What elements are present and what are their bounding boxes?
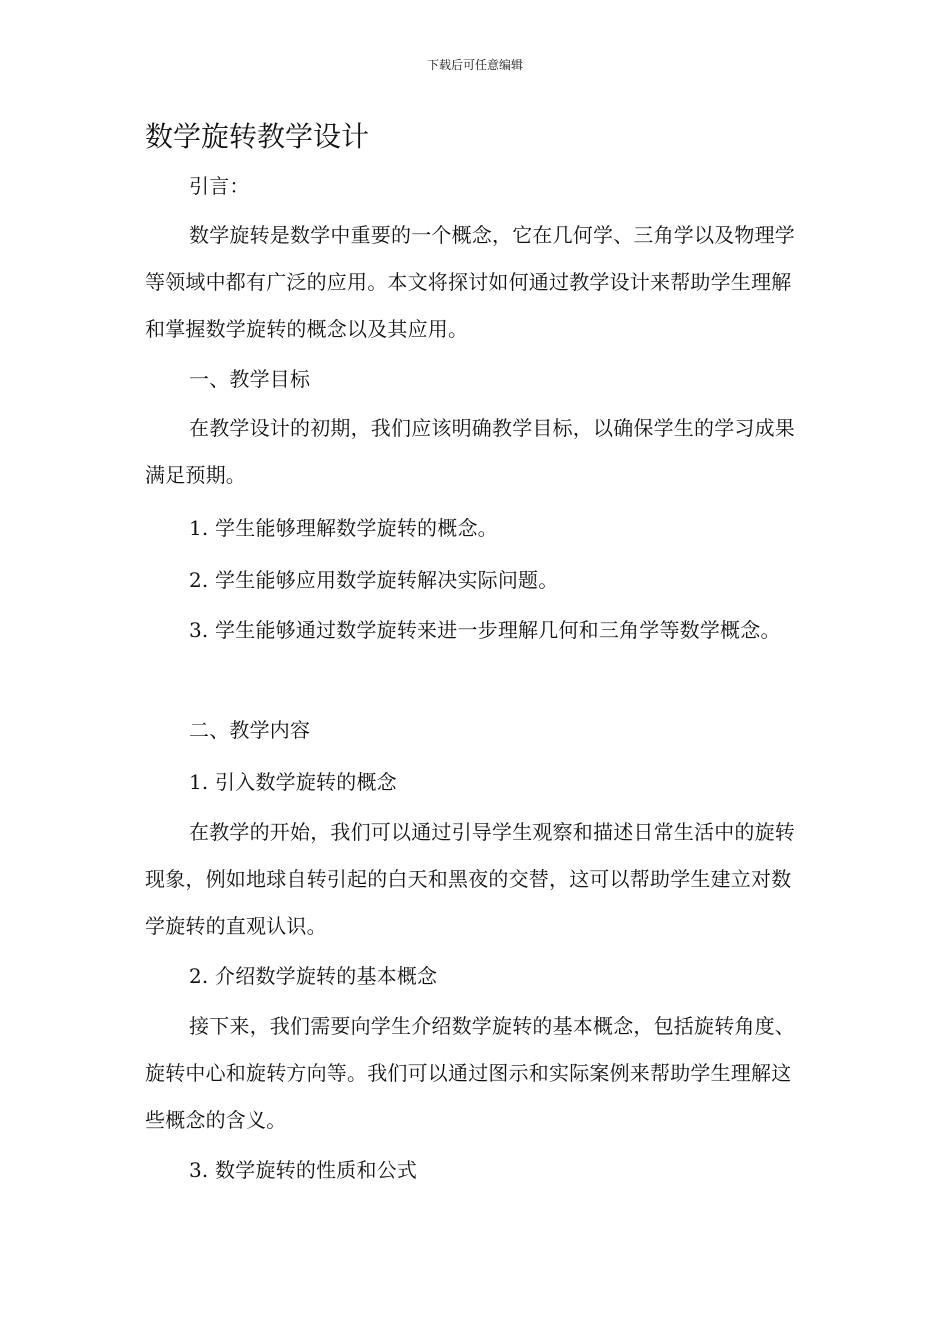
section-heading-objectives: 一、教学目标 xyxy=(189,367,311,391)
header-note: 下载后可任意编辑 xyxy=(426,58,523,72)
document-title: 数学旋转教学设计 xyxy=(145,120,370,153)
goal-item: 2. 学生能够应用数学旋转解决实际问题。 xyxy=(189,568,559,592)
content-subheading: 1. 引入数学旋转的概念 xyxy=(189,770,397,794)
goal-item: 3. 学生能够通过数学旋转来进一步理解几何和三角学等数学概念。 xyxy=(189,618,781,642)
content-subheading: 2. 介绍数学旋转的基本概念 xyxy=(189,964,438,988)
content-paragraph: 接下来，我们需要向学生介绍数学旋转的基本概念，包括旋转角度、旋转中心和旋转方向等。我们可以通过图示和实际案例来帮助学生理解这些概念的含义。 xyxy=(145,1014,795,1132)
section-heading-content: 二、教学内容 xyxy=(189,718,311,742)
objectives-paragraph: 在教学设计的初期，我们应该明确教学目标，以确保学生的学习成果满足预期。 xyxy=(145,416,795,487)
goal-item: 1. 学生能够理解数学旋转的概念。 xyxy=(189,516,498,540)
content-subheading: 3. 数学旋转的性质和公式 xyxy=(189,1158,418,1182)
intro-paragraph: 数学旋转是数学中重要的一个概念，它在几何学、三角学以及物理学等领域中都有广泛的应用。本文将探讨如何通过教学设计来帮助学生理解和掌握数学旋转的概念以及其应用。 xyxy=(145,223,795,341)
intro-label: 引言： xyxy=(189,174,250,198)
content-paragraph: 在教学的开始，我们可以通过引导学生观察和描述日常生活中的旋转现象，例如地球自转引起的白天和黑夜的交替，这可以帮助学生建立对数学旋转的直观认识。 xyxy=(145,820,795,938)
